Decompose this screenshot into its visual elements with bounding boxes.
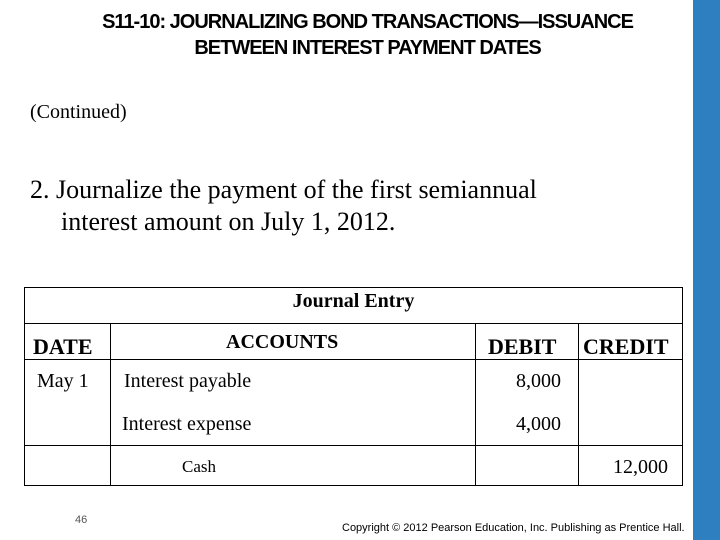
row-3-credit: 12,000 [613,456,668,478]
row-2-debit: 4,000 [516,413,561,435]
accent-bar [693,0,720,540]
row-2-account: Interest expense [122,413,252,435]
debit-cell-row-3 [475,445,579,486]
row-3-account: Cash [182,457,216,476]
task-line-2: interest amount on July 1, 2012. [61,207,396,236]
slide-title-line-1: S11-10: JOURNALIZING BOND TRANSACTIONS—ISSUANCE [102,11,633,33]
date-header: DATE [33,334,93,359]
accounts-cell-row-3 [110,445,476,486]
credit-cell-rows-1-2 [578,359,683,446]
row-1-account: Interest payable [124,370,252,392]
continued-label: (Continued) [30,101,127,123]
accounts-header: ACCOUNTS [226,331,339,353]
page-number: 46 [75,514,88,526]
task-text [30,174,537,238]
row-1-debit: 8,000 [516,370,561,392]
journal-caption: Journal Entry [292,290,415,312]
copyright-notice: Copyright © 2012 Pearson Education, Inc. Publishing as Prentice Hall. [342,522,685,534]
debit-header: DEBIT [488,334,557,359]
slide-title-line-2: BETWEEN INTEREST PAYMENT DATES [194,37,541,59]
date-cell-row-3 [24,445,111,486]
task-line-1: 2. Journalize the payment of the first semiannual [30,175,537,204]
row-1-date: May 1 [37,370,89,392]
credit-header: CREDIT [583,334,669,359]
